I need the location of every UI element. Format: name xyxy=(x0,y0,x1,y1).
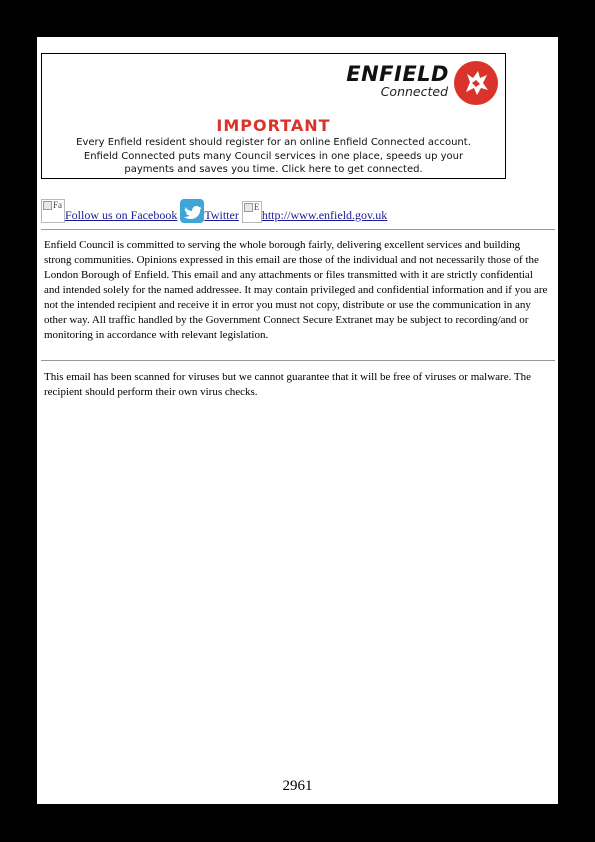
banner-line: Enfield Connected puts many Council services in one place, speeds up your xyxy=(83,150,464,162)
website-link[interactable]: http://www.enfield.gov.uk xyxy=(261,208,388,222)
logo-subtitle: Connected xyxy=(380,84,448,99)
page-number: 2961 xyxy=(282,778,313,794)
document-page xyxy=(37,37,558,804)
social-links-bar xyxy=(41,195,387,223)
virus-notice: This email has been scanned for viruses but we cannot guarantee that it will be free of viruses or malware. The recipient should perform their own virus checks. xyxy=(44,371,531,398)
banner-message xyxy=(48,136,499,177)
facebook-link[interactable]: Follow us on Facebook xyxy=(65,208,178,222)
divider xyxy=(41,229,555,230)
disclaimer-text: Enfield Council is committed to serving the whole borough fairly, delivering excellent services and building strong communities. Opinions expressed in this email are those of the individual and not necessarily those of the London Borough of Enfield. This email and any attachments or files transmitted with it are strictly confidential and intended solely for the named addressee. It may contain privileged and confidential information and if you are not the intended recipient and receive it in error you must not copy, distribute or use the communication in any other way. All traffic handled by the Government Connect Secure Extranet may be subject to recording/and or monitoring in accordance with relevant legislation. xyxy=(44,239,548,341)
banner-line: Every Enfield resident should register for an online Enfield Connected account. xyxy=(76,137,471,148)
website-icon[interactable]: E xyxy=(242,201,262,223)
enfield-dragon-logo-icon xyxy=(453,60,499,106)
banner-heading: IMPORTANT xyxy=(216,116,331,135)
logo-wordmark: ENFIELD xyxy=(346,62,449,86)
banner-line: payments and saves you time. Click here to get connected. xyxy=(124,164,423,175)
divider xyxy=(41,360,555,361)
facebook-icon[interactable]: Fa xyxy=(41,199,65,223)
twitter-icon[interactable] xyxy=(180,199,204,223)
twitter-link[interactable]: Twitter xyxy=(204,208,239,222)
enfield-connected-banner[interactable] xyxy=(41,53,506,179)
